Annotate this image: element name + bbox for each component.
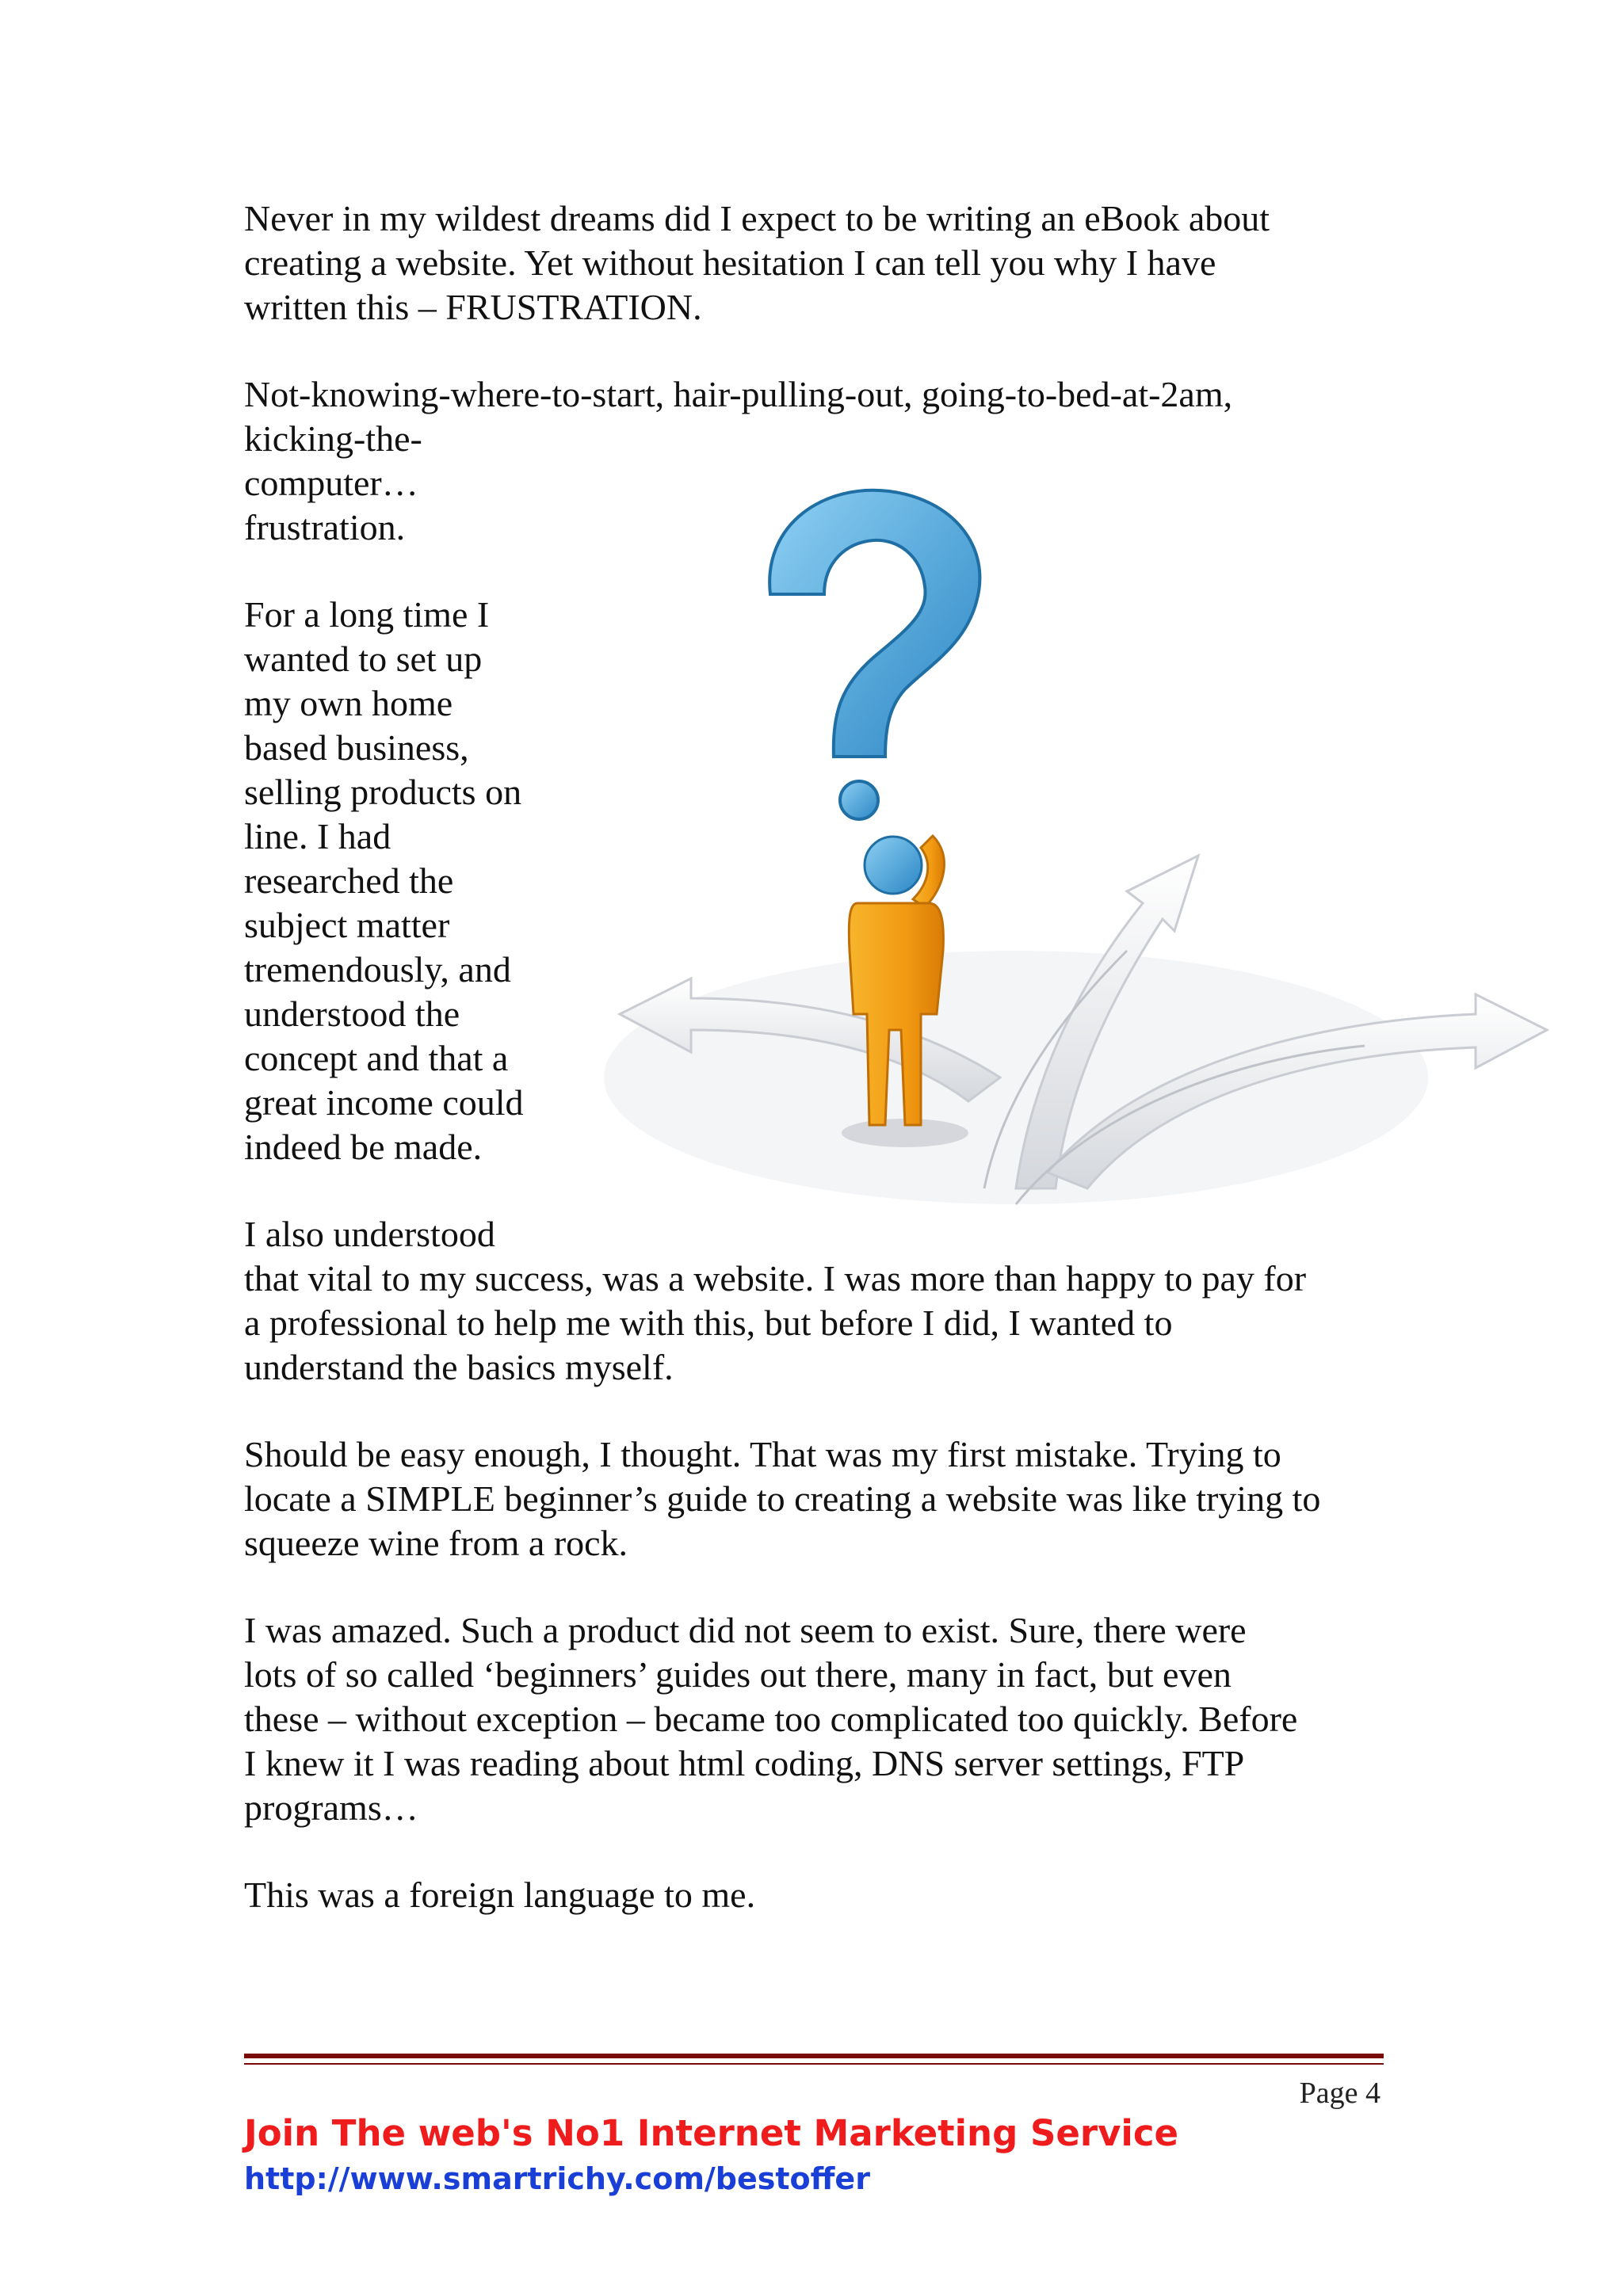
text-line: understood the bbox=[244, 994, 460, 1034]
footer-rule-thin bbox=[244, 2063, 1384, 2065]
footer-rule-thick bbox=[244, 2054, 1384, 2058]
text-line: based business, bbox=[244, 727, 469, 768]
text-line: Not-knowing-where-to-start, hair-pulling-out, going-to-bed-at-2am, bbox=[244, 374, 1233, 414]
text-line: I also understood bbox=[244, 1214, 495, 1254]
text-line: selling products on bbox=[244, 772, 522, 812]
text-line: creating a website. Yet without hesitation I can tell you why I have bbox=[244, 242, 1216, 283]
text-line: written this – FRUSTRATION. bbox=[244, 287, 702, 327]
promo-heading: Join The web's No1 Internet Marketing Service bbox=[244, 2112, 1179, 2154]
text-line: I was amazed. Such a product did not seem to exist. Sure, there were bbox=[244, 1610, 1247, 1650]
page-number: Page 4 bbox=[1299, 2077, 1381, 2110]
text-line: computer… bbox=[244, 463, 418, 503]
text-line: subject matter bbox=[244, 905, 450, 945]
question-mark-figure-at-crossroads-icon bbox=[572, 475, 1594, 1220]
text-line: locate a SIMPLE beginner’s guide to creating a website was like trying to bbox=[244, 1478, 1321, 1519]
text-line: kicking-the- bbox=[244, 418, 422, 459]
text-line: This was a foreign language to me. bbox=[244, 1875, 756, 1915]
text-line: frustration. bbox=[244, 507, 406, 547]
text-line: great income could bbox=[244, 1082, 524, 1123]
text-line: a professional to help me with this, but before I did, I wanted to bbox=[244, 1302, 1173, 1343]
text-line: programs… bbox=[244, 1787, 418, 1828]
promo-link[interactable]: http://www.smartrichy.com/bestoffer bbox=[244, 2161, 870, 2196]
text-line: Should be easy enough, I thought. That was my first mistake. Trying to bbox=[244, 1434, 1281, 1474]
text-line: line. I had bbox=[244, 816, 391, 856]
text-line: I knew it I was reading about html coding, DNS server settings, FTP bbox=[244, 1743, 1245, 1783]
text-line: tremendously, and bbox=[244, 949, 511, 990]
text-line: wanted to set up bbox=[244, 639, 483, 679]
text-line: Never in my wildest dreams did I expect to be writing an eBook about bbox=[244, 198, 1270, 238]
text-line: researched the bbox=[244, 860, 454, 901]
text-line: concept and that a bbox=[244, 1038, 509, 1078]
text-line: lots of so called ‘beginners’ guides out there, many in fact, but even bbox=[244, 1654, 1232, 1695]
text-line: that vital to my success, was a website. I was more than happy to pay for bbox=[244, 1258, 1307, 1299]
text-line: squeeze wine from a rock. bbox=[244, 1523, 628, 1563]
text-line: For a long time I bbox=[244, 594, 490, 635]
text-line: these – without exception – became too complicated too quickly. Before bbox=[244, 1699, 1298, 1739]
text-line: understand the basics myself. bbox=[244, 1347, 674, 1387]
text-line: indeed be made. bbox=[244, 1127, 483, 1167]
text-line: my own home bbox=[244, 683, 453, 723]
